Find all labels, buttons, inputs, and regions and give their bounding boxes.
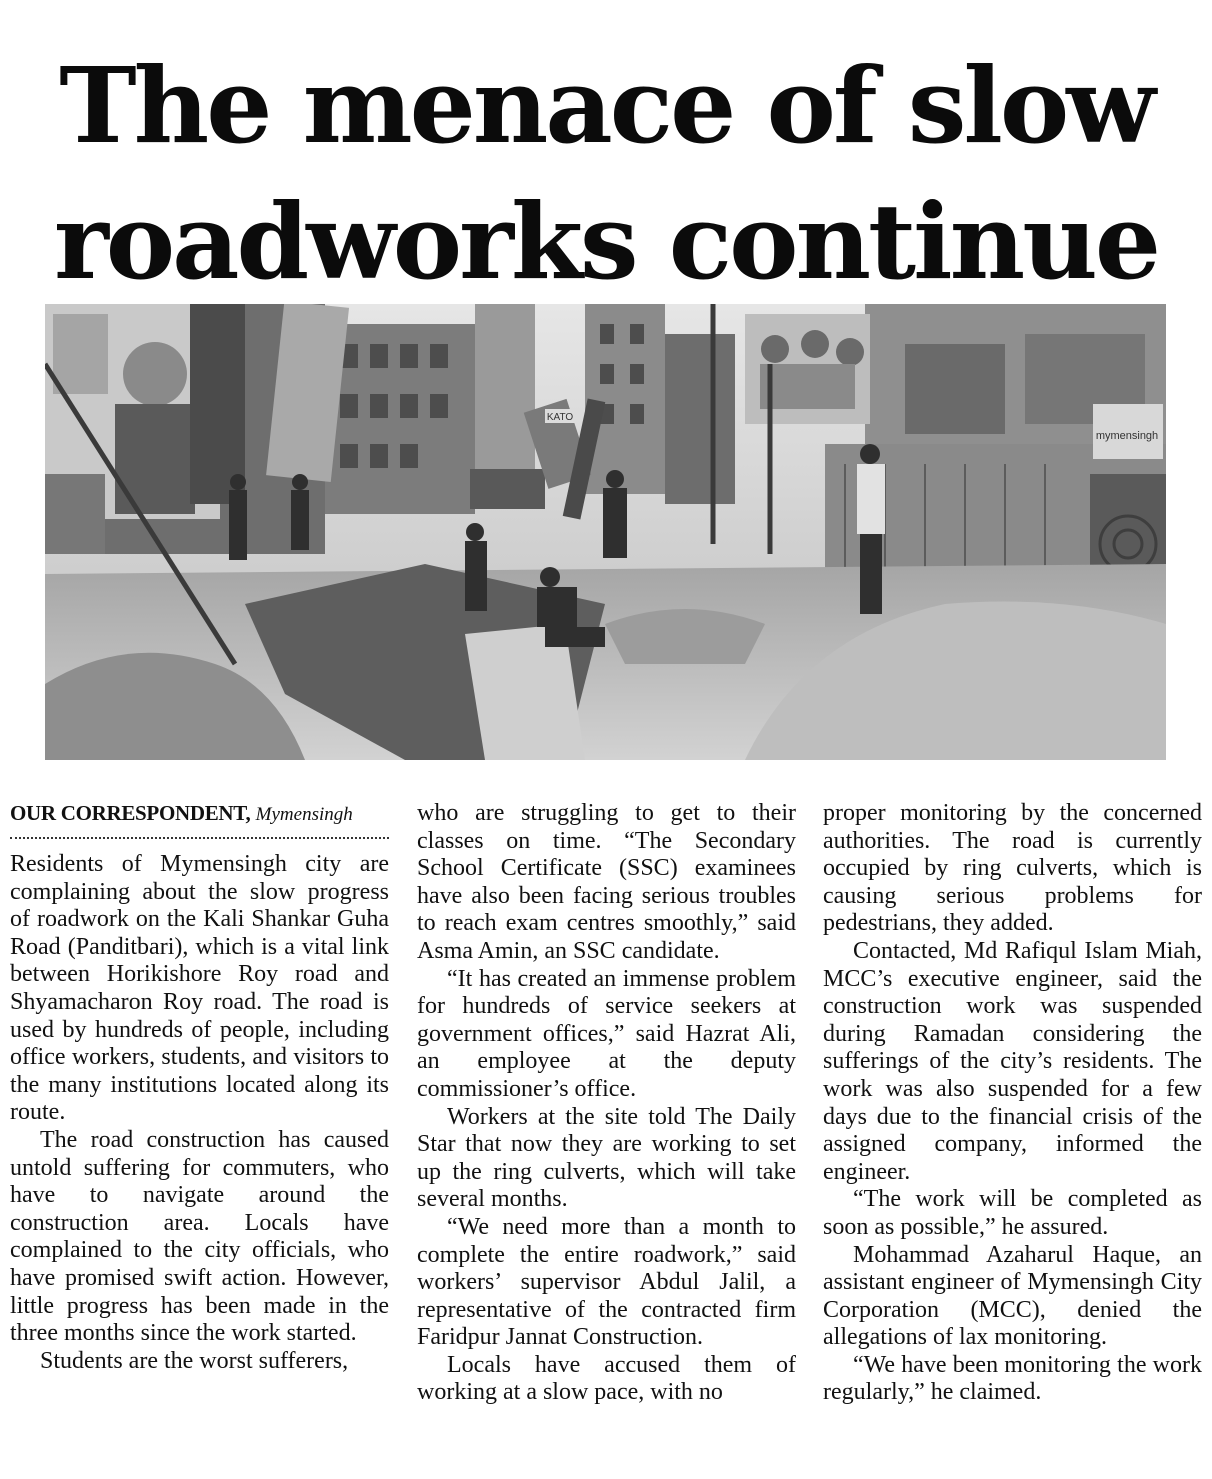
article-paragraph: Mohammad Azaharul Haque, an assistant engineer of Mymensingh City Corporation (MCC), denied the allegations of lax monitoring. <box>823 1241 1202 1351</box>
headline <box>0 38 1212 310</box>
article-paragraph: Contacted, Md Rafiqul Islam Miah, MCC’s executive engineer, said the construction work was suspended during Ramadan considering the sufferings of the city’s residents. The work was also suspended for a few days due to the financial crisis of the assigned company, informed the engineer. <box>823 937 1202 1185</box>
article-column-1 <box>10 800 389 1375</box>
article-paragraph: who are struggling to get to their classes on time. “The Secondary School Certificate (SSC) examinees have also been facing serious troubles to reach exam centres smoothly,” said Asma Amin, an SSC candidate. <box>417 800 796 964</box>
news-photo-roadworks <box>45 304 1166 760</box>
article-column-2 <box>417 800 796 1407</box>
article-paragraph: Residents of Mymensingh city are complaining about the slow progress of roadwork on the Kali Shankar Guha Road (Panditbari), which is a vital link between Horikishore Roy road and Shyamacharon Roy road. The road is used by hundreds of people, including office workers, students, and visitors to the many institutions located along its route. <box>10 851 389 1126</box>
article-paragraph: “The work will be completed as soon as possible,” he assured. <box>823 1186 1202 1240</box>
article-paragraph: “We have been monitoring the work regularly,” he claimed. <box>823 1351 1202 1406</box>
photo-illustration <box>45 304 1166 760</box>
article-column-3 <box>823 800 1202 1407</box>
article-paragraph: Locals have accused them of working at a slow pace, with no <box>417 1351 796 1406</box>
article-paragraph: “We need more than a month to complete the entire roadwork,” said workers’ supervisor Abdul Jalil, a representative of the contracted firm Faridpur Jannat Construction. <box>417 1213 796 1351</box>
byline <box>10 800 389 839</box>
headline-line-1: The menace of slow <box>59 44 1153 167</box>
article-paragraph: The road construction has caused untold suffering for commuters, who have to navigate around the construction area. Locals have complained to the city officials, who have promised swift action. However, little progress has been made in the three months since the work started. <box>10 1126 389 1347</box>
article-paragraph: Students are the worst sufferers, <box>40 1347 349 1374</box>
byline-location: Mymensingh <box>255 804 353 825</box>
article-paragraph: Workers at the site told The Daily Star that now they are working to set up the ring culverts, which will take several months. <box>417 1103 796 1213</box>
wall-sign-text: mymensingh <box>1095 430 1159 442</box>
billboard <box>745 314 870 424</box>
byline-correspondent: OUR CORRESPONDENT, <box>10 801 251 825</box>
headline-line-2: roadworks continue <box>53 180 1158 303</box>
excavator-brand-text: KATO <box>546 412 574 423</box>
article-paragraph: proper monitoring by the concerned authorities. The road is currently occupied by ring culverts, which is causing serious problems for pedestrians, they added. <box>823 800 1202 937</box>
article-paragraph: “It has created an immense problem for hundreds of service seekers at government offices,” said Hazrat Ali, an employee at the deputy commissioner’s office. <box>417 965 796 1102</box>
